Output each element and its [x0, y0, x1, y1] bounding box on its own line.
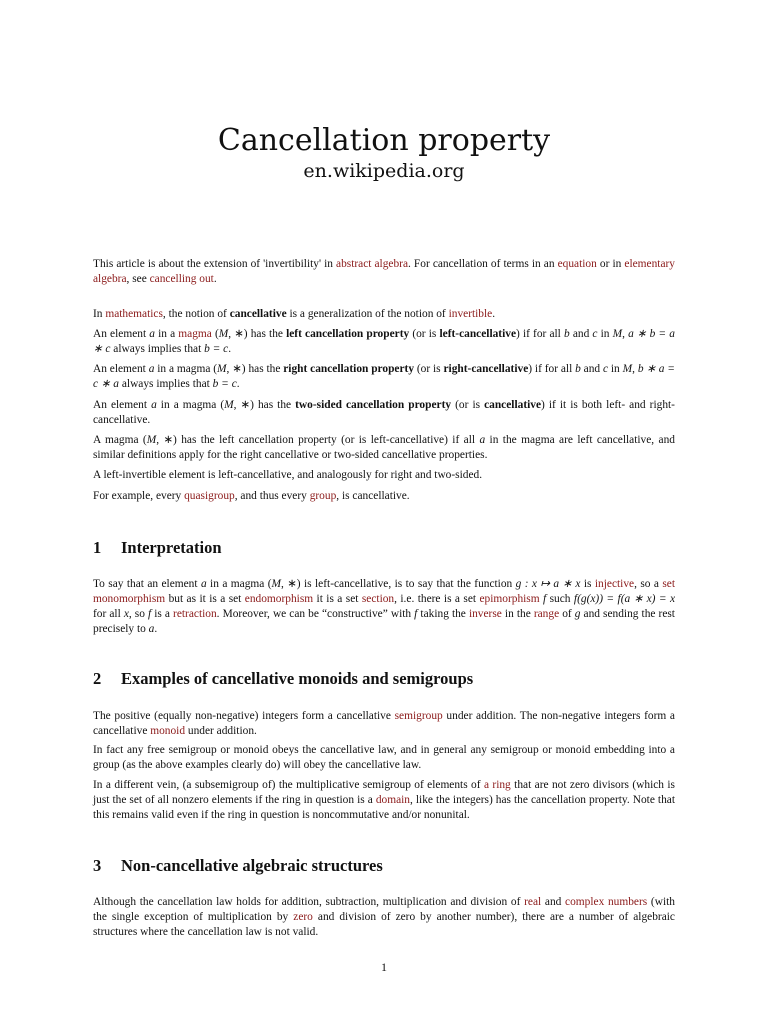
intro-paragraph: In mathematics, the notion of cancellative is a generalization of the notion of invertible. — [93, 308, 496, 320]
link-abstract-algebra[interactable]: abstract algebra — [336, 258, 409, 270]
right-cancellation-definition: An element a in a magma (M, ∗) has the right cancellation property (or is right-cancellative) if for all b and c in M, b ∗ a = c ∗ a always implies that b = c. — [93, 363, 675, 390]
link-invertible[interactable]: invertible — [448, 308, 493, 320]
page-title: Cancellation property — [217, 123, 551, 158]
hatnote: This article is about the extension of 'invertibility' in abstract algebra. For cancellation of terms in an equation or in elementary algebra, see cancelling out. — [93, 258, 675, 285]
link-section[interactable]: section — [361, 593, 395, 605]
link-group[interactable]: group — [309, 490, 337, 502]
link-epimorphism[interactable]: epimorphism — [479, 593, 540, 605]
link-set-monomorphism[interactable]: set monomorphism — [93, 578, 675, 605]
link-monoid[interactable]: monoid — [150, 725, 186, 737]
link-injective[interactable]: injective — [594, 578, 635, 590]
two-sided-cancellation-definition: An element a in a magma (M, ∗) has the two-sided cancellation property (or is cancellative) if it is both left- and right-cancellative. — [93, 399, 675, 426]
link-magma[interactable]: magma — [178, 328, 212, 340]
link-range[interactable]: range — [533, 608, 560, 620]
link-elementary-algebra[interactable]: elementary algebra — [93, 258, 675, 285]
example-paragraph: For example, every quasigroup, and thus every group, is cancellative. — [93, 490, 410, 502]
examples-paragraph-3: In a different vein, (a subsemigroup of) the multiplicative semigroup of elements of a ring that are not zero divisors (which is just the set of all nonzero elements if the ring in question is a domain, like the integers) has the cancellation property. Note that this remains valid even if the ring in question is noncommutative and/or nonunital. — [93, 779, 675, 821]
interpretation-paragraph: To say that an element a in a magma (M, ∗) is left-cancellative, is to say that the function g : x ↦ a ∗ x is injective, so a set monomorphism but as it is a set endomorphism it is a set section, i.e. there is a set epimorphism f such f(g(x)) = f(a ∗ x) = x for all x, so f is a retraction. Moreover, we can be “constructive” with f taking the inverse in the range of g and sending the rest precisely to a. — [93, 578, 675, 635]
link-quasigroup[interactable]: quasigroup — [184, 490, 235, 502]
link-real[interactable]: real — [524, 896, 542, 908]
section-heading-examples: 2 Examples of cancellative monoids and semigroups — [93, 669, 474, 688]
non-cancellative-paragraph: Although the cancellation law holds for addition, subtraction, multiplication and division of real and complex numbers (with the single exception of multiplication by zero and division of zero by another number), there are a number of algebraic structures where the cancellation law is not valid. — [93, 896, 675, 938]
link-a-ring[interactable]: a ring — [483, 779, 511, 791]
section-heading-interpretation: 1 Interpretation — [93, 538, 222, 557]
section-heading-non-cancellative: 3 Non-cancellative algebraic structures — [93, 856, 383, 875]
link-inverse[interactable]: inverse — [468, 608, 502, 620]
source-domain: en.wikipedia.org — [303, 160, 465, 182]
magma-cancellation-definition: A magma (M, ∗) has the left cancellation property (or is left-cancellative) if all a in the magma are left cancellative, and similar definitions apply for the right cancellative or two-sided cancellative properties. — [93, 434, 675, 461]
examples-paragraph-1: The positive (equally non-negative) integers form a cancellative semigroup under addition. The non-negative integers form a cancellative monoid under addition. — [93, 710, 675, 737]
examples-paragraph-2: In fact any free semigroup or monoid obeys the cancellative law, and in general any semigroup or monoid embedding into a group (as the above examples clearly do) will obey the cancellative law. — [93, 744, 675, 771]
link-retraction[interactable]: retraction — [173, 608, 217, 620]
link-cancelling-out[interactable]: cancelling out — [149, 273, 214, 285]
link-equation[interactable]: equation — [557, 258, 597, 270]
link-complex-numbers[interactable]: complex numbers — [565, 896, 648, 908]
left-invertible-paragraph: A left-invertible element is left-cancellative, and analogously for right and two-sided. — [93, 469, 483, 481]
link-endomorphism[interactable]: endomorphism — [244, 593, 314, 605]
link-mathematics[interactable]: mathematics — [105, 308, 163, 320]
page-number: 1 — [381, 960, 387, 974]
link-domain[interactable]: domain — [375, 794, 410, 806]
link-zero[interactable]: zero — [293, 911, 313, 923]
link-semigroup[interactable]: semigroup — [394, 710, 443, 722]
left-cancellation-definition: An element a in a magma (M, ∗) has the left cancellation property (or is left-cancellative) if for all b and c in M, a ∗ b = a ∗ c always implies that b = c. — [93, 328, 675, 355]
